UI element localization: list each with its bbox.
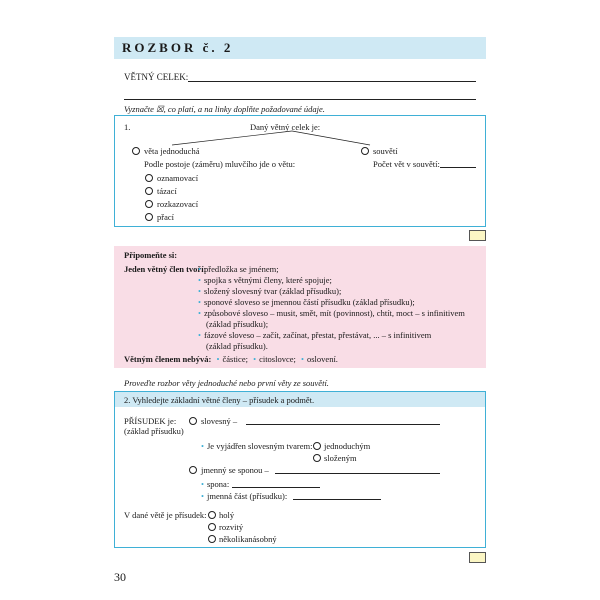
copula-label: • spona:	[201, 479, 229, 489]
predicate-type-radio-1[interactable]	[208, 523, 216, 531]
verbal-radio[interactable]	[189, 417, 197, 425]
predicate-type-label-2: několikanásobný	[219, 534, 277, 544]
attitude-label-3: přací	[157, 212, 174, 222]
non-member-0: • částice;	[216, 354, 247, 364]
branch-lines	[170, 128, 400, 148]
predicate-type-radio-0[interactable]	[208, 511, 216, 519]
attitude-radio-2[interactable]	[145, 200, 153, 208]
expressed-label: • Je vyjádřen slovesným tvarem:	[201, 441, 313, 451]
attitude-radio-0[interactable]	[145, 174, 153, 182]
score-box-2[interactable]	[469, 552, 486, 563]
section1-number: 1.	[124, 122, 131, 132]
verbal-label: slovesný –	[201, 416, 238, 426]
instruction-1: Vyznačte ☒, co platí, a na linky doplňte požadované údaje.	[124, 104, 325, 114]
clause-count-line[interactable]	[440, 167, 476, 168]
predicate-type-radio-2[interactable]	[208, 535, 216, 543]
option-simple-label: věta jednoduchá	[144, 146, 200, 156]
non-member-row	[124, 354, 338, 364]
attitude-label-0: oznamovací	[157, 173, 199, 183]
simple-form-radio[interactable]	[313, 442, 321, 450]
remember-item-5: (základ přísudku);	[206, 319, 269, 329]
remember-item-2: • složený slovesný tvar (základ přísudku);	[198, 286, 341, 296]
non-member-lead: Větným členem nebývá:	[124, 354, 212, 364]
non-member-2: • oslovení.	[301, 354, 338, 364]
attitude-label: Podle postoje (záměru) mluvčího jde o větu:	[144, 159, 296, 169]
remember-item-7: (základ přísudku).	[206, 341, 268, 351]
section1-question: Daný větný celek je:	[250, 122, 321, 132]
score-box-1[interactable]	[469, 230, 486, 241]
nominal-part-label: • jmenná část (přísudku):	[201, 491, 287, 501]
attitude-radio-1[interactable]	[145, 187, 153, 195]
nominal-line[interactable]	[275, 473, 440, 474]
verbal-line[interactable]	[246, 424, 440, 425]
remember-item-1: • spojka s větnými členy, které spojuje;	[198, 275, 332, 285]
attitude-label-2: rozkazovací	[157, 199, 199, 209]
compound-form-label: složeným	[324, 453, 357, 463]
remember-item-6: • fázové sloveso – začít, začínat, přestat, přestávat, ... – s infinitivem	[198, 330, 431, 340]
simple-form-label: jednoduchým	[324, 441, 371, 451]
copula-line[interactable]	[232, 487, 320, 488]
remember-item-0: • předložka se jménem;	[198, 264, 279, 274]
sentence-line-1[interactable]	[188, 81, 476, 82]
predicate-type-label-1: rozvitý	[219, 522, 244, 532]
remember-lead: Jeden větný člen tvoří:	[124, 264, 207, 274]
predicate-sub: (základ přísudku)	[124, 426, 184, 436]
page-number: 30	[114, 570, 126, 584]
clause-count-label: Počet vět v souvětí:	[373, 159, 440, 169]
predicate-label: PŘÍSUDEK je:	[124, 416, 177, 426]
option-compound-radio[interactable]	[361, 147, 369, 155]
section2-heading: 2. Vyhledejte základní větné členy – přísudek a podmět.	[124, 395, 315, 405]
nominal-radio[interactable]	[189, 466, 197, 474]
section2-box	[114, 391, 486, 548]
predicate-type-label-0: holý	[219, 510, 235, 520]
sentence-predicate-label: V dané větě je přísudek:	[124, 510, 207, 520]
page-title: ROZBOR č. 2	[122, 40, 234, 55]
option-compound-label: souvětí	[373, 146, 398, 156]
sentence-line-2[interactable]	[124, 99, 476, 100]
nominal-part-line[interactable]	[293, 499, 381, 500]
remember-item-3: • sponové sloveso se jmennou částí přísudku (základ přísudku);	[198, 297, 415, 307]
sentence-label: VĚTNÝ CELEK:	[124, 72, 189, 82]
remember-item-4: • způsobové sloveso – musit, smět, mít (povinnost), chtít, moct – s infinitivem	[198, 308, 465, 318]
attitude-label-1: tázací	[157, 186, 177, 196]
compound-form-radio[interactable]	[313, 454, 321, 462]
non-member-1: • citoslovce;	[253, 354, 296, 364]
attitude-radio-3[interactable]	[145, 213, 153, 221]
remember-heading: Připomeňte si:	[124, 250, 178, 260]
option-simple-radio[interactable]	[132, 147, 140, 155]
nominal-label: jmenný se sponou –	[201, 465, 269, 475]
instruction-2: Proveďte rozbor věty jednoduché nebo první věty ze souvětí.	[124, 378, 329, 388]
